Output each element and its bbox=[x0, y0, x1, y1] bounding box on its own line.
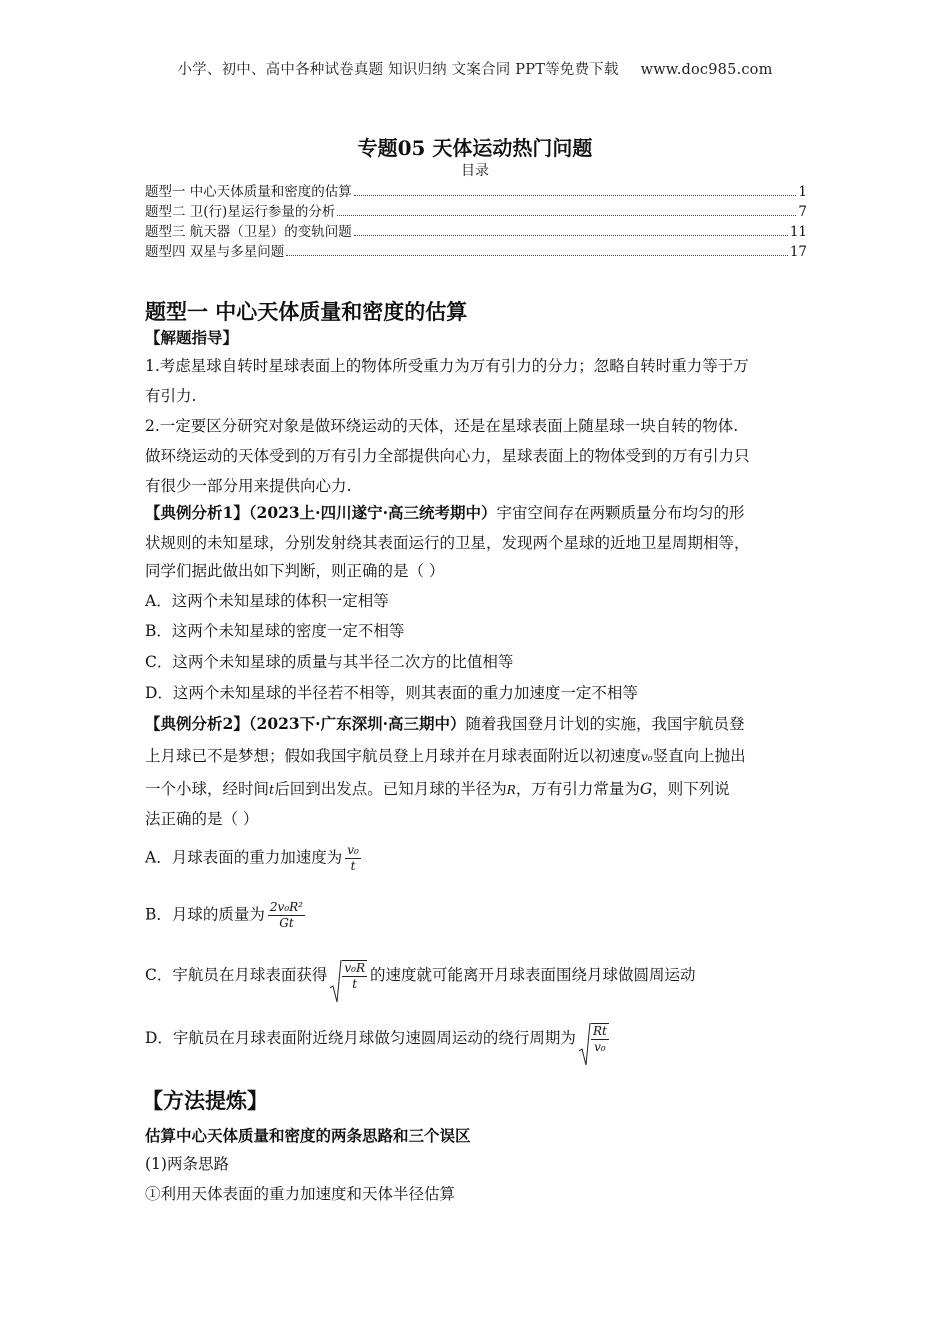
example2-line-4: 法正确的是（ ） bbox=[145, 810, 259, 828]
guide-paragraph-1-cont: 有引力. bbox=[145, 387, 197, 405]
toc-item-label: 题型四 双星与多星问题 bbox=[145, 244, 285, 260]
example2-option-b bbox=[145, 900, 810, 931]
toc-item[interactable] bbox=[145, 200, 807, 220]
example2-text: 竖直向上抛出 bbox=[652, 747, 746, 765]
example2-text: ，则下列说 bbox=[652, 780, 730, 798]
fraction-v0-over-t bbox=[345, 843, 361, 874]
toc-item-label: 题型三 航天器（卫星）的变轨问题 bbox=[145, 224, 352, 240]
document-title: 专题05 天体运动热门问题 bbox=[357, 136, 593, 160]
method-title: 【方法提炼】 bbox=[142, 1088, 268, 1113]
example2-text: 一个小球，经时间 bbox=[145, 780, 270, 798]
example2-text: 随着我国登月计划的实施，我国宇航员登 bbox=[465, 715, 745, 733]
sqrt-expression bbox=[330, 960, 367, 992]
example1-line-1 bbox=[145, 501, 810, 523]
example2-option-c bbox=[145, 960, 810, 992]
toc-item-label: 题型二 卫(行)星运行参量的分析 bbox=[145, 204, 336, 220]
fraction-numerator: Rt bbox=[592, 1024, 607, 1038]
fraction-mass bbox=[268, 900, 305, 931]
toc-item[interactable] bbox=[145, 240, 807, 260]
toc-item[interactable] bbox=[145, 180, 807, 200]
radical-sign-icon bbox=[330, 960, 342, 1004]
guide-paragraph-2-cont: 做环绕运动的天体受到的万有引力全部提供向心力，星球表面上的物体受到的万有引力只 bbox=[145, 447, 750, 465]
example2-text: 后回到出发点。已知月球的半径为 bbox=[274, 780, 507, 798]
toc-item[interactable] bbox=[145, 220, 807, 240]
toc-item-page: 7 bbox=[798, 204, 807, 220]
method-line-1: (1)两条思路 bbox=[145, 1155, 229, 1173]
fraction-Rt-over-v0 bbox=[591, 1023, 609, 1055]
toc-item-page: 1 bbox=[798, 184, 807, 200]
fraction-denominator: v₀ bbox=[594, 1040, 606, 1054]
option-text: B．月球的质量为 bbox=[145, 905, 265, 924]
table-of-contents bbox=[145, 180, 807, 260]
example1-option-a: A．这两个未知星球的体积一定相等 bbox=[145, 592, 389, 610]
example2-line-2 bbox=[145, 744, 810, 766]
example1-line-2: 状规则的未知星球，分别发射绕其表面运行的卫星，发现两个星球的近地卫星周期相等， bbox=[145, 534, 750, 552]
fraction-numerator: v₀R bbox=[344, 961, 365, 975]
example2-text: 上月球已不是梦想；假如我国宇航员登上月球并在月球表面附近以初速度 bbox=[145, 747, 642, 765]
page-header bbox=[0, 58, 950, 79]
option-text: A．月球表面的重力加速度为 bbox=[145, 848, 343, 867]
symbol-t: t bbox=[269, 783, 275, 798]
example2-option-a bbox=[145, 843, 810, 874]
example1-option-b: B．这两个未知星球的密度一定不相等 bbox=[145, 622, 405, 640]
guide-label: 【解题指导】 bbox=[145, 328, 239, 347]
example1-option-d: D．这两个未知星球的半径若不相等，则其表面的重力加速度一定不相等 bbox=[145, 684, 638, 702]
example2-text: ，万有引力常量为 bbox=[515, 780, 640, 798]
guide-paragraph-2-end: 有很少一部分用来提供向心力. bbox=[145, 477, 352, 495]
section-title: 题型一 中心天体质量和密度的估算 bbox=[145, 299, 468, 324]
example2-option-d bbox=[145, 1023, 810, 1055]
option-text: D．宇航员在月球表面附近绕月球做匀速圆周运动的绕行周期为 bbox=[145, 1029, 576, 1047]
toc-item-label: 题型一 中心天体质量和密度的估算 bbox=[145, 184, 352, 200]
fraction-numerator: v₀ bbox=[347, 843, 359, 857]
method-line-2: ①利用天体表面的重力加速度和天体半径估算 bbox=[145, 1185, 456, 1203]
fraction-denominator: t bbox=[350, 859, 356, 873]
sqrt-expression bbox=[579, 1023, 609, 1055]
guide-paragraph-2: 2.一定要区分研究对象是做环绕运动的天体，还是在星球表面上随星球一块自转的物体. bbox=[145, 417, 739, 435]
toc-item-page: 11 bbox=[789, 224, 807, 240]
fraction-denominator: Gt bbox=[279, 916, 294, 930]
symbol-G: G bbox=[639, 780, 653, 798]
example2-line-1 bbox=[145, 712, 810, 734]
radical-sign-icon bbox=[579, 1023, 591, 1067]
symbol-R: R bbox=[506, 783, 516, 797]
toc-leader bbox=[337, 214, 796, 216]
fraction-v0R-over-t bbox=[342, 960, 367, 992]
example1-line-3: 同学们据此做出如下判断，则正确的是（ ） bbox=[145, 562, 445, 580]
option-text: C．宇航员在月球表面获得 bbox=[145, 966, 328, 984]
toc-heading: 目录 bbox=[461, 163, 489, 179]
example1-text: 宇宙空间存在两颗质量分布均匀的形 bbox=[496, 504, 745, 522]
toc-leader bbox=[354, 194, 797, 196]
example2-label: 【典例分析2】（2023下·广东深圳·高三期中） bbox=[145, 714, 466, 733]
toc-item-page: 17 bbox=[789, 244, 807, 260]
example1-label: 【典例分析1】（2023上·四川遂宁·高三统考期中） bbox=[145, 503, 497, 522]
header-site-link[interactable]: www.doc985.com bbox=[640, 62, 773, 78]
toc-leader bbox=[354, 234, 788, 236]
guide-paragraph-1: 1.考虑星球自转时星球表面上的物体所受重力为万有引力的分力；忽略自转时重力等于万 bbox=[145, 357, 749, 375]
example1-option-c: C．这两个未知星球的质量与其半径二次方的比值相等 bbox=[145, 653, 514, 671]
fraction-numerator: 2v₀R² bbox=[269, 900, 303, 914]
toc-leader bbox=[286, 254, 788, 256]
option-text: 的速度就可能离开月球表面围绕月球做圆周运动 bbox=[370, 966, 696, 984]
symbol-v0: v₀ bbox=[641, 750, 653, 764]
method-subtitle: 估算中心天体质量和密度的两条思路和三个误区 bbox=[145, 1126, 471, 1145]
header-text: 小学、初中、高中各种试卷真题 知识归纳 文案合同 PPT等免费下载 bbox=[177, 62, 619, 78]
fraction-denominator: t bbox=[352, 977, 358, 991]
example2-line-3 bbox=[145, 777, 810, 799]
